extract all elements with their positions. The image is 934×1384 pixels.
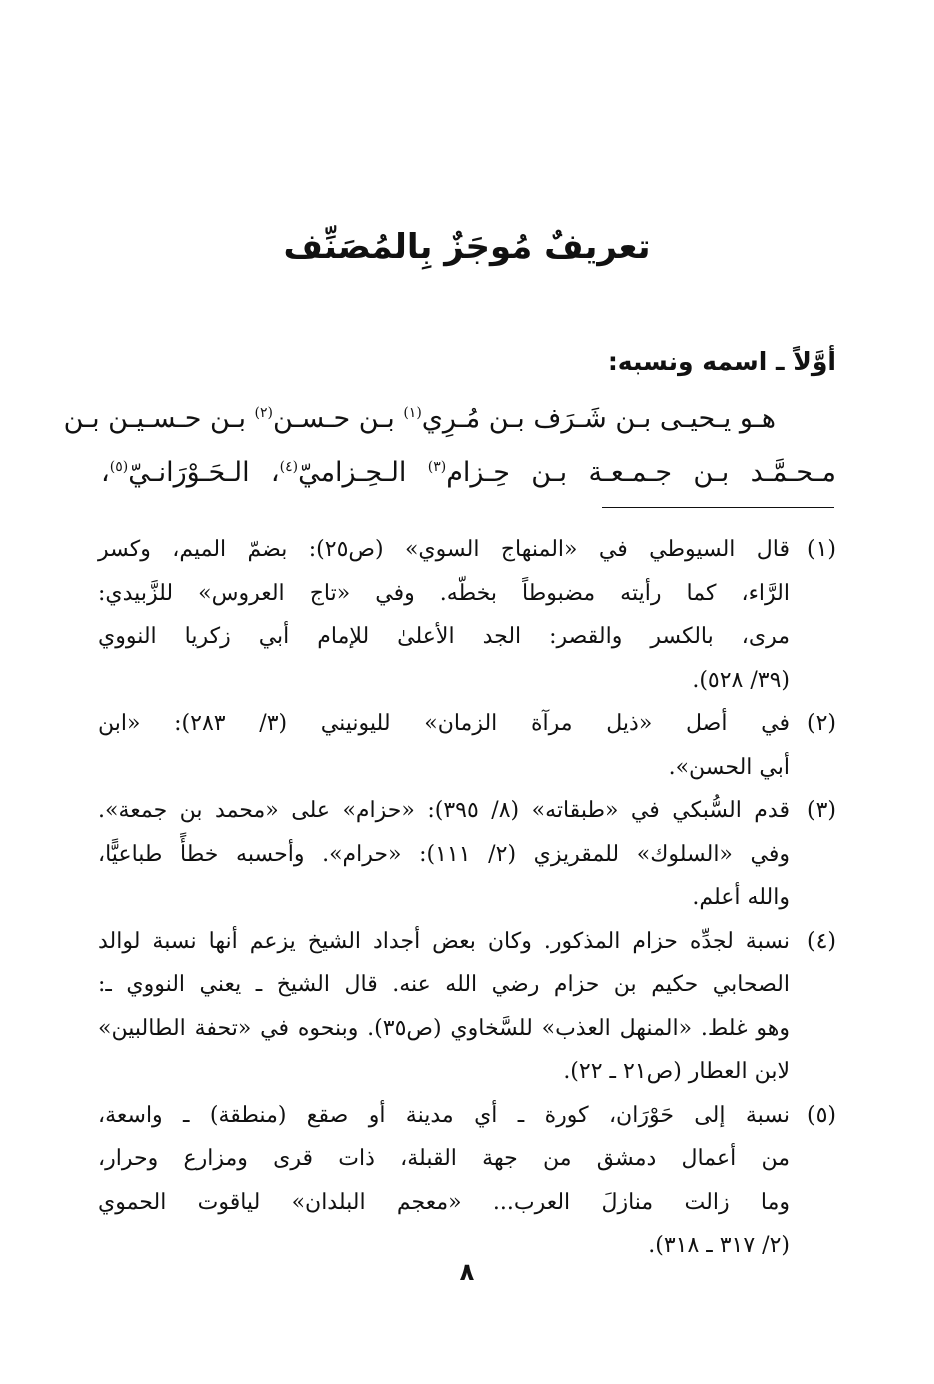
footnote-line: نسبة لجدِّه حزام المذكور. وكان بعض أجداد الشيخ يزعم أنها نسبة لوالد (98, 928, 790, 954)
main-text-segment: هـو يـحيـى بـن شَـرَف بـن مُـرِي (421, 403, 776, 434)
section-heading: أوَّلاً ـ اسمه ونسبه: (607, 347, 836, 376)
footnote-line: لابن العطار (ص٢١ ـ ٢٢). (563, 1059, 790, 1084)
footnote-number: (٥) (806, 1102, 836, 1128)
footnote-line: قال السيوطي في «المنهاج السوي» (ص٢٥): بضمّ الميم، وكسر (98, 537, 790, 562)
main-text-segment: بـن حـسـيـن بـن (63, 403, 255, 434)
main-text-segment: مـحـمَّـد بـن جـمـعـة بـن حِـزام (446, 457, 837, 488)
footnotes-list (98, 528, 836, 1268)
main-text-segment: بـن حـسـن (273, 403, 404, 434)
footnote-number: (٢) (806, 711, 836, 736)
footnote-line: الرَّاء، كما رأيته مضبوطاً بخطّه. وفي «تاج العروس» للزَّبيدي: (98, 580, 790, 606)
footnote-line: (٢/ ٣١٧ ـ ٣١٨). (648, 1233, 790, 1258)
footnote-divider (602, 507, 834, 508)
main-text-segment: ، (101, 457, 110, 488)
main-line-1 (63, 392, 836, 446)
footnote-number: (٤) (806, 928, 836, 954)
footnote-ref-3: (٣) (427, 459, 447, 475)
footnote-line: مرى، بالكسر والقصر: الجد الأعلىٰ للإمام أبي زكريا النووي (98, 624, 790, 649)
footnote-1 (98, 528, 836, 702)
footnote-line: (٣٩/ ٥٢٨). (692, 667, 790, 693)
main-text-segment: الـحِـزاميّ (298, 457, 428, 488)
footnote-line: وما زالت منازلَ العرب... «معجم البلدان» لياقوت الحموي (98, 1189, 790, 1215)
footnote-ref-4: (٤) (279, 459, 299, 475)
footnote-line: وهو غلط. «المنهل العذب» للسَّخاوي (ص٣٥). وبنحوه في «تحفة الطالبين» (98, 1015, 791, 1041)
footnote-2 (98, 702, 836, 789)
footnote-line: وفي «السلوك» للمقريزي (٢/ ١١١): «حرام». وأحسبه خطأً طباعيًّا، (98, 841, 791, 867)
footnote-ref-1: (١) (403, 405, 422, 421)
main-line-2 (101, 446, 836, 500)
footnote-line: الصحابي حكيم بن حزام رضي الله عنه. قال الشيخ ـ يعني النووي ـ: (98, 972, 790, 997)
footnote-4 (98, 920, 836, 1094)
footnote-number: (١) (806, 537, 836, 562)
footnote-line: من أعمال دمشق من جهة القبلة، ذات قرى ومزارع وحرار، (98, 1146, 790, 1171)
footnote-ref-5: (٥) (109, 459, 129, 475)
footnote-number: (٣) (806, 798, 836, 823)
footnote-line: في أصل «ذيل مرآة الزمان» لليونيني (٣/ ٢٨٣): «ابن (98, 711, 790, 736)
footnote-ref-2: (٢) (254, 405, 274, 421)
footnote-line: قدم السُّبكي في «طبقاته» (٨/ ٣٩٥): «حزام» على «محمد بن جمعة». (98, 798, 790, 823)
page-number: ٨ (459, 1258, 475, 1286)
footnote-line: نسبة إلى حَوْرَان، كورة ـ أي مدينة أو صقع (منطقة) ـ واسعة، (98, 1102, 790, 1128)
page-title: تعريفٌ مُوجَزٌ بِالمُصَنِّف (283, 227, 651, 267)
footnote-line: أبي الحسن». (668, 754, 790, 780)
footnote-line: والله أعلم. (692, 885, 790, 910)
footnote-5 (98, 1094, 836, 1268)
main-paragraph (63, 392, 837, 500)
main-text-segment: ، الـحَـوْرَانـيّ (128, 457, 280, 488)
footnote-3 (98, 789, 836, 920)
